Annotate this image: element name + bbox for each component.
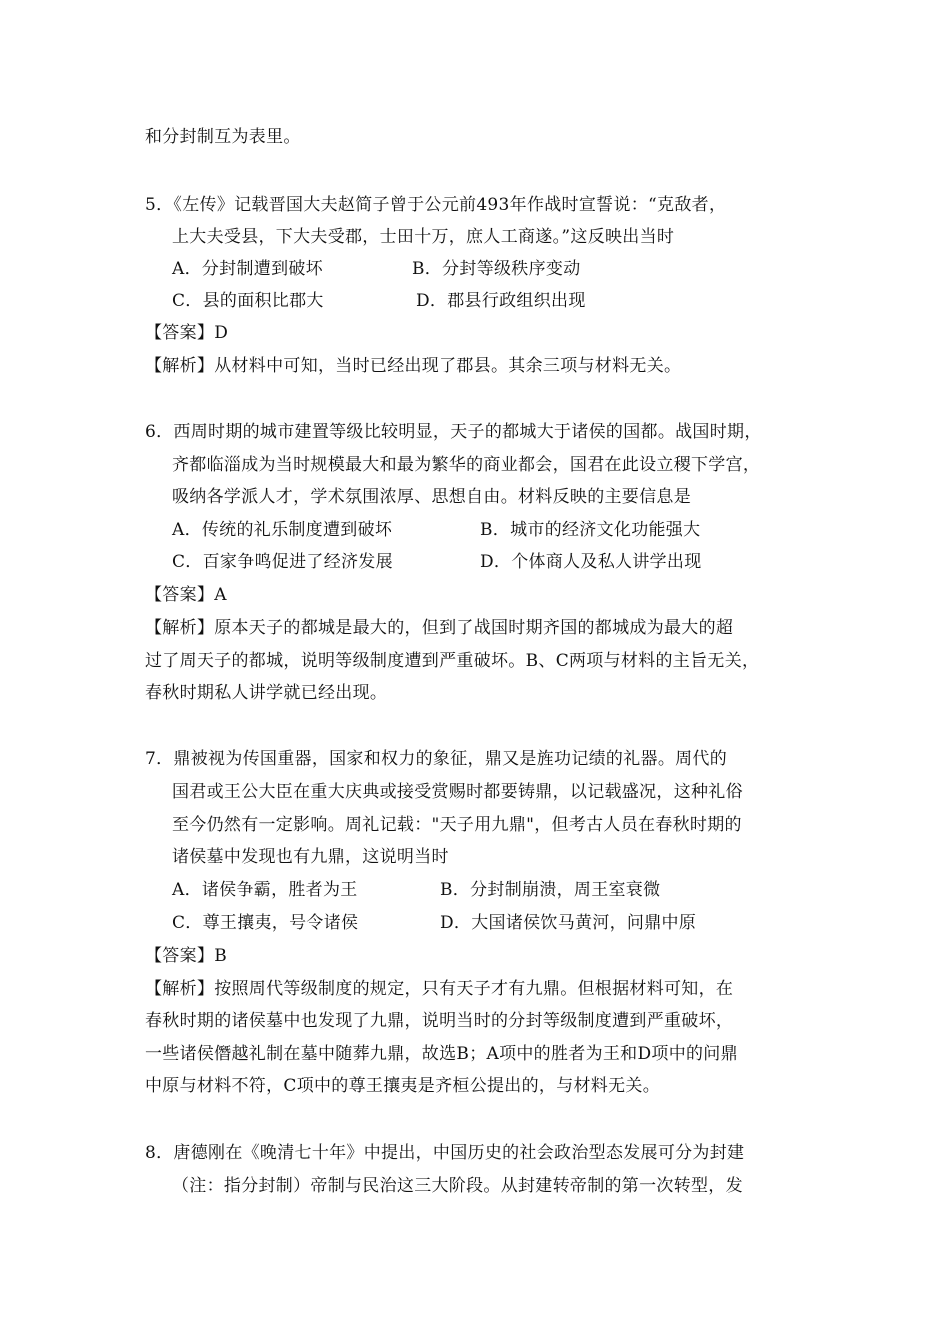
q5-option-b: B．分封等级秩序变动 xyxy=(412,259,581,279)
q7-option-a: A．诸侯争霸，胜者为王 xyxy=(172,880,358,900)
question-7-stem-cont: 国君或王公大臣在重大庆典或接受赏赐时都要铸鼎，以记载盛况，这种礼俗 xyxy=(172,782,743,802)
q6-analysis: 【解析】原本天子的都城是最大的，但到了战国时期齐国的都城成为最大的超 xyxy=(145,618,734,638)
q5-answer: 【答案】D xyxy=(145,323,229,343)
question-5-stem-cont: 上大夫受县，下大夫受郡，士田十万，庶人工商遂。”这反映出当时 xyxy=(172,227,675,247)
question-6-stem-cont: 齐都临淄成为当时规模最大和最为繁华的商业都会，国君在此设立稷下学宫， xyxy=(172,455,761,475)
q6-option-a: A．传统的礼乐制度遭到破坏 xyxy=(172,520,393,540)
q6-analysis-cont: 春秋时期私人讲学就已经出现。 xyxy=(145,683,388,703)
q6-option-b: B．城市的经济文化功能强大 xyxy=(480,520,701,540)
question-7-stem-cont: 至今仍然有一定影响。周礼记载："天子用九鼎"，但考古人员在春秋时期的 xyxy=(172,815,742,835)
q6-answer: 【答案】A xyxy=(145,585,227,605)
q7-analysis-cont: 春秋时期的诸侯墓中也发现了九鼎，说明当时的分封等级制度遭到严重破坏， xyxy=(145,1011,734,1031)
q7-answer: 【答案】B xyxy=(145,946,227,966)
q6-analysis-cont: 过了周天子的都城，说明等级制度遭到严重破坏。B、C两项与材料的主旨无关， xyxy=(145,651,760,671)
q7-analysis: 【解析】按照周代等级制度的规定，只有天子才有九鼎。但根据材料可知，在 xyxy=(145,979,734,999)
question-8-stem: 8．唐德刚在《晚清七十年》中提出，中国历史的社会政治型态发展可分为封建 xyxy=(145,1143,745,1163)
question-6-stem-cont: 吸纳各学派人才，学术氛围浓厚、思想自由。材料反映的主要信息是 xyxy=(172,487,691,507)
q7-analysis-cont: 一些诸侯僭越礼制在墓中随葬九鼎，故选B；A项中的胜者为王和D项中的问鼎 xyxy=(145,1044,738,1064)
q7-option-b: B．分封制崩溃，周王室衰微 xyxy=(440,880,661,900)
question-7-stem: 7．鼎被视为传国重器，国家和权力的象征，鼎又是旌功记绩的礼器。周代的 xyxy=(145,749,728,769)
q5-analysis: 【解析】从材料中可知，当时已经出现了郡县。其余三项与材料无关。 xyxy=(145,356,682,376)
question-8-stem-cont: （注：指分封制）帝制与民治这三大阶段。从封建转帝制的第一次转型，发 xyxy=(172,1176,743,1196)
q6-option-c: C．百家争鸣促进了经济发展 xyxy=(172,552,393,572)
q7-option-d: D．大国诸侯饮马黄河，问鼎中原 xyxy=(440,913,697,933)
question-5-stem: 5．《左传》记载晋国大夫赵简子曾于公元前493年作战时宣誓说：“克敌者， xyxy=(145,195,727,215)
question-7-stem-cont: 诸侯墓中发现也有九鼎，这说明当时 xyxy=(172,847,449,867)
q6-option-d: D．个体商人及私人讲学出现 xyxy=(480,552,702,572)
q5-option-c: C．县的面积比郡大 xyxy=(172,291,324,311)
text-line: 和分封制互为表里。 xyxy=(145,127,301,147)
q5-option-d: D．郡县行政组织出现 xyxy=(416,291,586,311)
question-6-stem: 6．西周时期的城市建置等级比较明显，天子的都城大于诸侯的国都。战国时期， xyxy=(145,422,762,442)
q7-analysis-cont: 中原与材料不符，C项中的尊王攘夷是齐桓公提出的，与材料无关。 xyxy=(145,1076,661,1096)
q7-option-c: C．尊王攘夷，号令诸侯 xyxy=(172,913,359,933)
q5-option-a: A．分封制遭到破坏 xyxy=(172,259,323,279)
